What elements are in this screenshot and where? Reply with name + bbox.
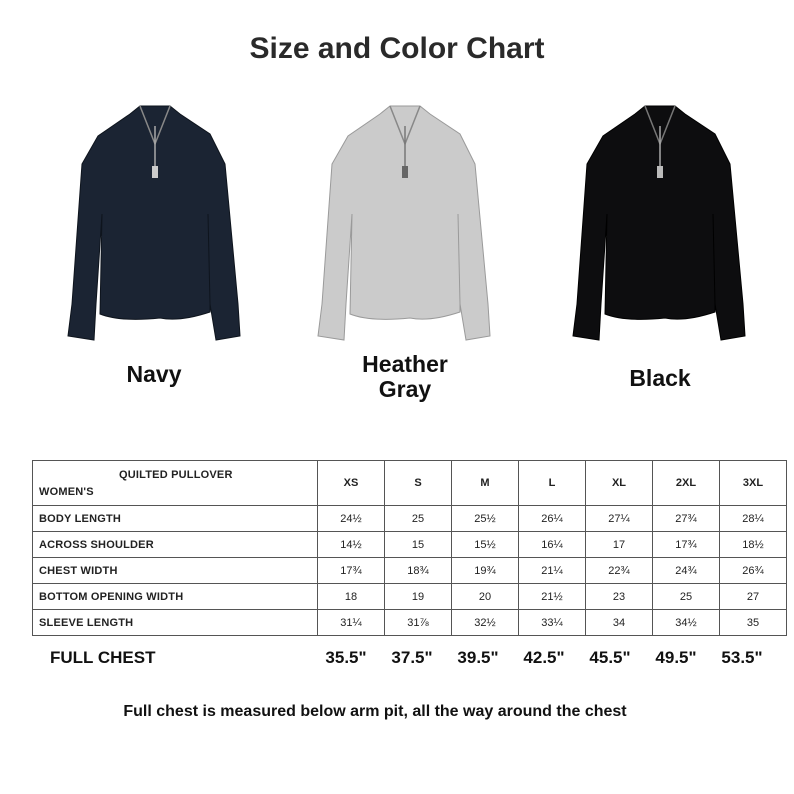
full-chest-value: 42.5" [523, 648, 565, 667]
table-cell: 25 [653, 584, 720, 610]
table-cell: 31¼ [318, 610, 385, 636]
table-cell: 18¾ [385, 558, 452, 584]
size-header: 2XL [653, 461, 720, 506]
table-cell: 15½ [452, 532, 519, 558]
table-cell: 34½ [653, 610, 720, 636]
size-header: S [385, 461, 452, 506]
full-chest-value: 53.5" [721, 648, 763, 667]
size-header: XS [318, 461, 385, 506]
table-cell: 31⅞ [385, 610, 452, 636]
color-label-heather-gray: Heather Gray [362, 351, 448, 402]
table-row [33, 610, 787, 636]
row-label: SLEEVE LENGTH [33, 610, 318, 636]
table-cell: 21¼ [519, 558, 586, 584]
table-cell: 25½ [452, 506, 519, 532]
full-chest-label: FULL CHEST [50, 648, 156, 667]
table-cell: 20 [452, 584, 519, 610]
table-cell: 24½ [318, 506, 385, 532]
table-cell: 28¼ [720, 506, 787, 532]
navy-pullover-image [60, 104, 250, 349]
table-header-row [33, 461, 787, 506]
size-header: 3XL [720, 461, 787, 506]
full-chest-value: 49.5" [655, 648, 697, 667]
table-cell: 17¾ [653, 532, 720, 558]
table-cell: 14½ [318, 532, 385, 558]
table-cell: 17¾ [318, 558, 385, 584]
table-cell: 27¼ [586, 506, 653, 532]
table-header-label [33, 461, 318, 506]
size-header: XL [586, 461, 653, 506]
table-cell: 15 [385, 532, 452, 558]
table-cell: 19 [385, 584, 452, 610]
page-title: Size and Color Chart [249, 32, 545, 65]
table-cell: 23 [586, 584, 653, 610]
size-header: M [452, 461, 519, 506]
full-chest-value: 45.5" [589, 648, 631, 667]
row-label: ACROSS SHOULDER [33, 532, 318, 558]
full-chest-value: 39.5" [457, 648, 499, 667]
size-header: L [519, 461, 586, 506]
table-cell: 25 [385, 506, 452, 532]
full-chest-note: Full chest is measured below arm pit, all the way around the chest [123, 703, 627, 720]
heather-gray-pullover-image [310, 104, 500, 349]
row-label: BOTTOM OPENING WIDTH [33, 584, 318, 610]
table-cell: 35 [720, 610, 787, 636]
table-cell: 16¼ [519, 532, 586, 558]
table-cell: 18 [318, 584, 385, 610]
quilted-pullover-label: QUILTED PULLOVER [119, 469, 233, 481]
table-cell: 26¼ [519, 506, 586, 532]
table-cell: 33¼ [519, 610, 586, 636]
color-label-navy: Navy [126, 361, 182, 387]
table-cell: 27¾ [653, 506, 720, 532]
table-cell: 26¾ [720, 558, 787, 584]
table-cell: 27 [720, 584, 787, 610]
table-row [33, 558, 787, 584]
table-cell: 24¾ [653, 558, 720, 584]
table-cell: 32½ [452, 610, 519, 636]
table-cell: 18½ [720, 532, 787, 558]
full-chest-value: 35.5" [325, 648, 367, 667]
row-label: BODY LENGTH [33, 506, 318, 532]
table-cell: 21½ [519, 584, 586, 610]
table-cell: 19¾ [452, 558, 519, 584]
full-chest-value: 37.5" [391, 648, 433, 667]
table-row [33, 506, 787, 532]
size-table [32, 460, 787, 636]
table-cell: 34 [586, 610, 653, 636]
black-pullover-image [565, 104, 755, 349]
row-label: CHEST WIDTH [33, 558, 318, 584]
table-row [33, 584, 787, 610]
color-label-black: Black [629, 365, 691, 391]
table-cell: 22¾ [586, 558, 653, 584]
table-row [33, 532, 787, 558]
table-cell: 17 [586, 532, 653, 558]
womens-label: WOMEN'S [39, 486, 94, 498]
